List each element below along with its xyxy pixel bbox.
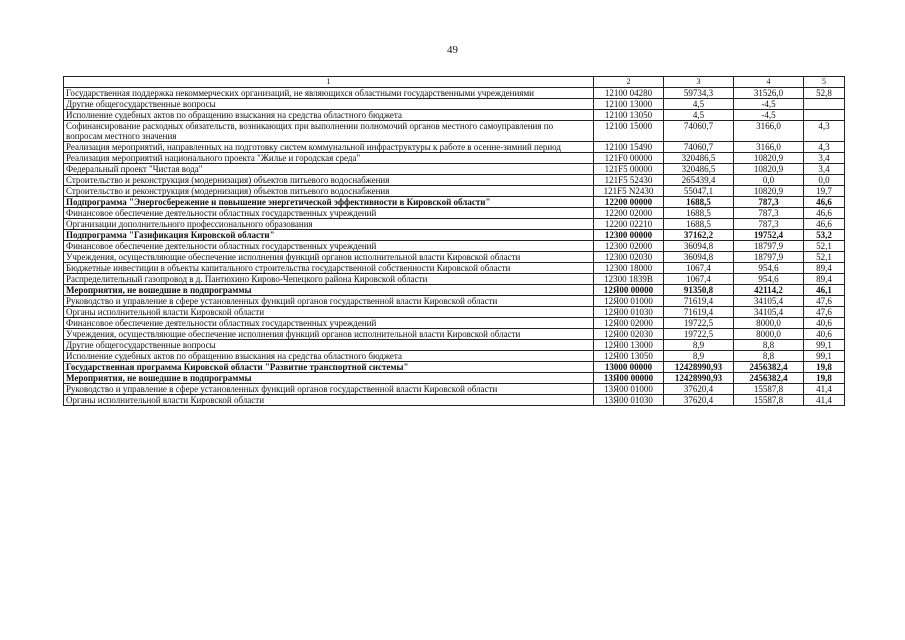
row-value-cell: 1688,5 <box>664 219 734 230</box>
table-row <box>64 88 845 99</box>
row-name-cell: Реализация мероприятий национального проекта "Жилье и городская среда" <box>64 153 594 164</box>
row-name-cell: Учреждения, осуществляющие обеспечение исполнения функций органов исполнительной власти Кировской области <box>64 252 594 263</box>
row-code-cell: 12Я00 13000 <box>594 340 664 351</box>
row-code-cell: 121F5 52430 <box>594 175 664 186</box>
row-name-cell: Бюджетные инвестиции в объекты капитального строительства государственной собственности Кировской области <box>64 263 594 274</box>
row-value-cell: 18797,9 <box>734 252 804 263</box>
table-row <box>64 395 845 406</box>
row-percent-cell: 41,4 <box>804 384 845 395</box>
row-code-cell: 12100 04280 <box>594 88 664 99</box>
row-value-cell: 265439,4 <box>664 175 734 186</box>
row-name-cell: Руководство и управление в сфере установленных функций органов государственной власти Кировской области <box>64 384 594 395</box>
row-value-cell: 1067,4 <box>664 263 734 274</box>
row-value-cell: 42114,2 <box>734 285 804 296</box>
row-name-cell: Подпрограмма "Энергосбережение и повышение энергетической эффективности в Кировской области" <box>64 197 594 208</box>
row-value-cell: 10820,9 <box>734 164 804 175</box>
row-percent-cell: 19,7 <box>804 186 845 197</box>
table-row <box>64 197 845 208</box>
row-code-cell: 12100 15490 <box>594 142 664 153</box>
row-value-cell: 10820,9 <box>734 153 804 164</box>
row-percent-cell: 47,6 <box>804 307 845 318</box>
row-value-cell: 954,6 <box>734 274 804 285</box>
row-value-cell: 71619,4 <box>664 307 734 318</box>
table-row <box>64 175 845 186</box>
row-code-cell: 12Я00 13050 <box>594 351 664 362</box>
row-code-cell: 12Я00 01000 <box>594 296 664 307</box>
row-value-cell: -4,5 <box>734 110 804 121</box>
table-row <box>64 219 845 230</box>
row-value-cell: 4,5 <box>664 110 734 121</box>
row-value-cell: 0,0 <box>734 175 804 186</box>
row-code-cell: 12Я00 00000 <box>594 285 664 296</box>
row-percent-cell <box>804 110 845 121</box>
row-code-cell: 12300 1839В <box>594 274 664 285</box>
table-row <box>64 186 845 197</box>
row-code-cell: 12100 13050 <box>594 110 664 121</box>
row-code-cell: 12200 02210 <box>594 219 664 230</box>
row-value-cell: 320486,5 <box>664 164 734 175</box>
row-name-cell: Реализация мероприятий, направленных на подготовку систем коммунальной инфраструктуры к работе в осенне-зимний период <box>64 142 594 153</box>
row-value-cell: 71619,4 <box>664 296 734 307</box>
row-code-cell: 12200 02000 <box>594 208 664 219</box>
row-value-cell: 31526,0 <box>734 88 804 99</box>
table-row <box>64 329 845 340</box>
row-code-cell: 121F5 00000 <box>594 164 664 175</box>
row-value-cell: 8,8 <box>734 340 804 351</box>
row-code-cell: 12Я00 02000 <box>594 318 664 329</box>
row-code-cell: 12100 15000 <box>594 121 664 142</box>
row-value-cell: 34105,4 <box>734 296 804 307</box>
row-percent-cell: 52,8 <box>804 88 845 99</box>
row-name-cell: Федеральный проект "Чистая вода" <box>64 164 594 175</box>
column-header: 2 <box>594 77 664 88</box>
table-row <box>64 252 845 263</box>
table-row <box>64 164 845 175</box>
row-value-cell: 954,6 <box>734 263 804 274</box>
row-value-cell: 74060,7 <box>664 142 734 153</box>
column-header: 3 <box>664 77 734 88</box>
table-row <box>64 208 845 219</box>
row-value-cell: 1688,5 <box>664 197 734 208</box>
row-value-cell: 12428990,93 <box>664 373 734 384</box>
row-value-cell: 3166,0 <box>734 121 804 142</box>
table-row <box>64 351 845 362</box>
row-name-cell: Мероприятия, не вошедшие в подпрограммы <box>64 373 594 384</box>
row-code-cell: 12300 02030 <box>594 252 664 263</box>
row-percent-cell: 99,1 <box>804 351 845 362</box>
row-value-cell: 2456382,4 <box>734 373 804 384</box>
row-name-cell: Государственная поддержка некоммерческих организаций, не являющихся областными государственными учреждениями <box>64 88 594 99</box>
row-value-cell: 8000,0 <box>734 329 804 340</box>
row-value-cell: 15587,8 <box>734 395 804 406</box>
row-percent-cell: 52,1 <box>804 241 845 252</box>
table-row <box>64 153 845 164</box>
row-percent-cell: 19,8 <box>804 373 845 384</box>
row-code-cell: 12300 02000 <box>594 241 664 252</box>
table-row <box>64 362 845 373</box>
row-value-cell: 18797,9 <box>734 241 804 252</box>
row-value-cell: 10820,9 <box>734 186 804 197</box>
row-name-cell: Органы исполнительной власти Кировской области <box>64 307 594 318</box>
row-value-cell: 3166,0 <box>734 142 804 153</box>
row-name-cell: Руководство и управление в сфере установленных функций органов государственной власти Кировской области <box>64 296 594 307</box>
column-header: 5 <box>804 77 845 88</box>
row-name-cell: Подпрограмма "Газификация Кировской области" <box>64 230 594 241</box>
row-name-cell: Государственная программа Кировской области "Развитие транспортной системы" <box>64 362 594 373</box>
row-name-cell: Мероприятия, не вошедшие в подпрограммы <box>64 285 594 296</box>
row-value-cell: 8,9 <box>664 351 734 362</box>
column-header: 4 <box>734 77 804 88</box>
row-value-cell: 8000,0 <box>734 318 804 329</box>
row-value-cell: -4,5 <box>734 99 804 110</box>
row-percent-cell: 47,6 <box>804 296 845 307</box>
row-name-cell: Распределительный газопровод в д. Пантюхино Кирово-Чепецкого района Кировской области <box>64 274 594 285</box>
table-row <box>64 285 845 296</box>
table-row <box>64 110 845 121</box>
row-value-cell: 74060,7 <box>664 121 734 142</box>
row-value-cell: 55047,1 <box>664 186 734 197</box>
row-value-cell: 36094,8 <box>664 252 734 263</box>
row-code-cell: 12300 18000 <box>594 263 664 274</box>
row-percent-cell: 89,4 <box>804 263 845 274</box>
row-code-cell: 13Я00 01000 <box>594 384 664 395</box>
table-row <box>64 263 845 274</box>
row-name-cell: Органы исполнительной власти Кировской области <box>64 395 594 406</box>
row-value-cell: 37162,2 <box>664 230 734 241</box>
row-value-cell: 1688,5 <box>664 208 734 219</box>
table-row <box>64 142 845 153</box>
row-value-cell: 19722,5 <box>664 329 734 340</box>
row-percent-cell: 52,1 <box>804 252 845 263</box>
row-name-cell: Другие общегосударственные вопросы <box>64 340 594 351</box>
row-value-cell: 2456382,4 <box>734 362 804 373</box>
row-name-cell: Строительство и реконструкция (модернизация) объектов питьевого водоснабжения <box>64 175 594 186</box>
table-row <box>64 241 845 252</box>
row-percent-cell: 4,3 <box>804 142 845 153</box>
row-name-cell: Софинансирование расходных обязательств, возникающих при выполнении полномочий органов местного самоуправления по вопросам местного значения <box>64 121 594 142</box>
row-percent-cell <box>804 99 845 110</box>
row-code-cell: 121F0 00000 <box>594 153 664 164</box>
page-number: 49 <box>447 44 458 56</box>
row-percent-cell: 0,0 <box>804 175 845 186</box>
table-row <box>64 307 845 318</box>
table-header-row <box>64 77 845 88</box>
row-name-cell: Финансовое обеспечение деятельности областных государственных учреждений <box>64 318 594 329</box>
row-name-cell: Финансовое обеспечение деятельности областных государственных учреждений <box>64 241 594 252</box>
row-value-cell: 787,3 <box>734 219 804 230</box>
row-name-cell: Другие общегосударственные вопросы <box>64 99 594 110</box>
row-code-cell: 121F5 N2430 <box>594 186 664 197</box>
table-row <box>64 230 845 241</box>
row-code-cell: 12Я00 01030 <box>594 307 664 318</box>
row-value-cell: 19722,5 <box>664 318 734 329</box>
row-name-cell: Исполнение судебных актов по обращению взыскания на средства областного бюджета <box>64 351 594 362</box>
row-percent-cell: 99,1 <box>804 340 845 351</box>
row-percent-cell: 46,6 <box>804 208 845 219</box>
row-code-cell: 12100 13000 <box>594 99 664 110</box>
row-value-cell: 36094,8 <box>664 241 734 252</box>
table-row <box>64 99 845 110</box>
row-percent-cell: 3,4 <box>804 153 845 164</box>
row-percent-cell: 89,4 <box>804 274 845 285</box>
table-row <box>64 274 845 285</box>
table-row <box>64 340 845 351</box>
row-code-cell: 13000 00000 <box>594 362 664 373</box>
row-value-cell: 8,8 <box>734 351 804 362</box>
row-value-cell: 34105,4 <box>734 307 804 318</box>
row-name-cell: Организации дополнительного профессионального образования <box>64 219 594 230</box>
row-value-cell: 320486,5 <box>664 153 734 164</box>
row-percent-cell: 53,2 <box>804 230 845 241</box>
row-name-cell: Исполнение судебных актов по обращению взыскания на средства областного бюджета <box>64 110 594 121</box>
row-code-cell: 12300 00000 <box>594 230 664 241</box>
row-value-cell: 15587,8 <box>734 384 804 395</box>
table-row <box>64 318 845 329</box>
row-percent-cell: 3,4 <box>804 164 845 175</box>
table-row <box>64 121 845 142</box>
row-value-cell: 8,9 <box>664 340 734 351</box>
row-code-cell: 12Я00 02030 <box>594 329 664 340</box>
row-percent-cell: 46,6 <box>804 197 845 208</box>
row-value-cell: 37620,4 <box>664 395 734 406</box>
row-value-cell: 91350,8 <box>664 285 734 296</box>
row-percent-cell: 46,1 <box>804 285 845 296</box>
row-percent-cell: 40,6 <box>804 329 845 340</box>
row-value-cell: 787,3 <box>734 208 804 219</box>
row-name-cell: Финансовое обеспечение деятельности областных государственных учреждений <box>64 208 594 219</box>
row-percent-cell: 41,4 <box>804 395 845 406</box>
table-row <box>64 296 845 307</box>
table-row <box>64 373 845 384</box>
row-name-cell: Строительство и реконструкция (модернизация) объектов питьевого водоснабжения <box>64 186 594 197</box>
row-value-cell: 19752,4 <box>734 230 804 241</box>
row-code-cell: 12200 00000 <box>594 197 664 208</box>
row-percent-cell: 40,6 <box>804 318 845 329</box>
column-header: 1 <box>64 77 594 88</box>
row-name-cell: Учреждения, осуществляющие обеспечение исполнения функций органов исполнительной власти Кировской области <box>64 329 594 340</box>
row-code-cell: 13Я00 00000 <box>594 373 664 384</box>
row-percent-cell: 4,3 <box>804 121 845 142</box>
row-value-cell: 37620,4 <box>664 384 734 395</box>
budget-table <box>63 76 845 406</box>
row-value-cell: 4,5 <box>664 99 734 110</box>
row-percent-cell: 19,8 <box>804 362 845 373</box>
row-code-cell: 13Я00 01030 <box>594 395 664 406</box>
table-row <box>64 384 845 395</box>
row-value-cell: 12428990,93 <box>664 362 734 373</box>
row-percent-cell: 46,6 <box>804 219 845 230</box>
row-value-cell: 787,3 <box>734 197 804 208</box>
row-value-cell: 59734,3 <box>664 88 734 99</box>
row-value-cell: 1067,4 <box>664 274 734 285</box>
